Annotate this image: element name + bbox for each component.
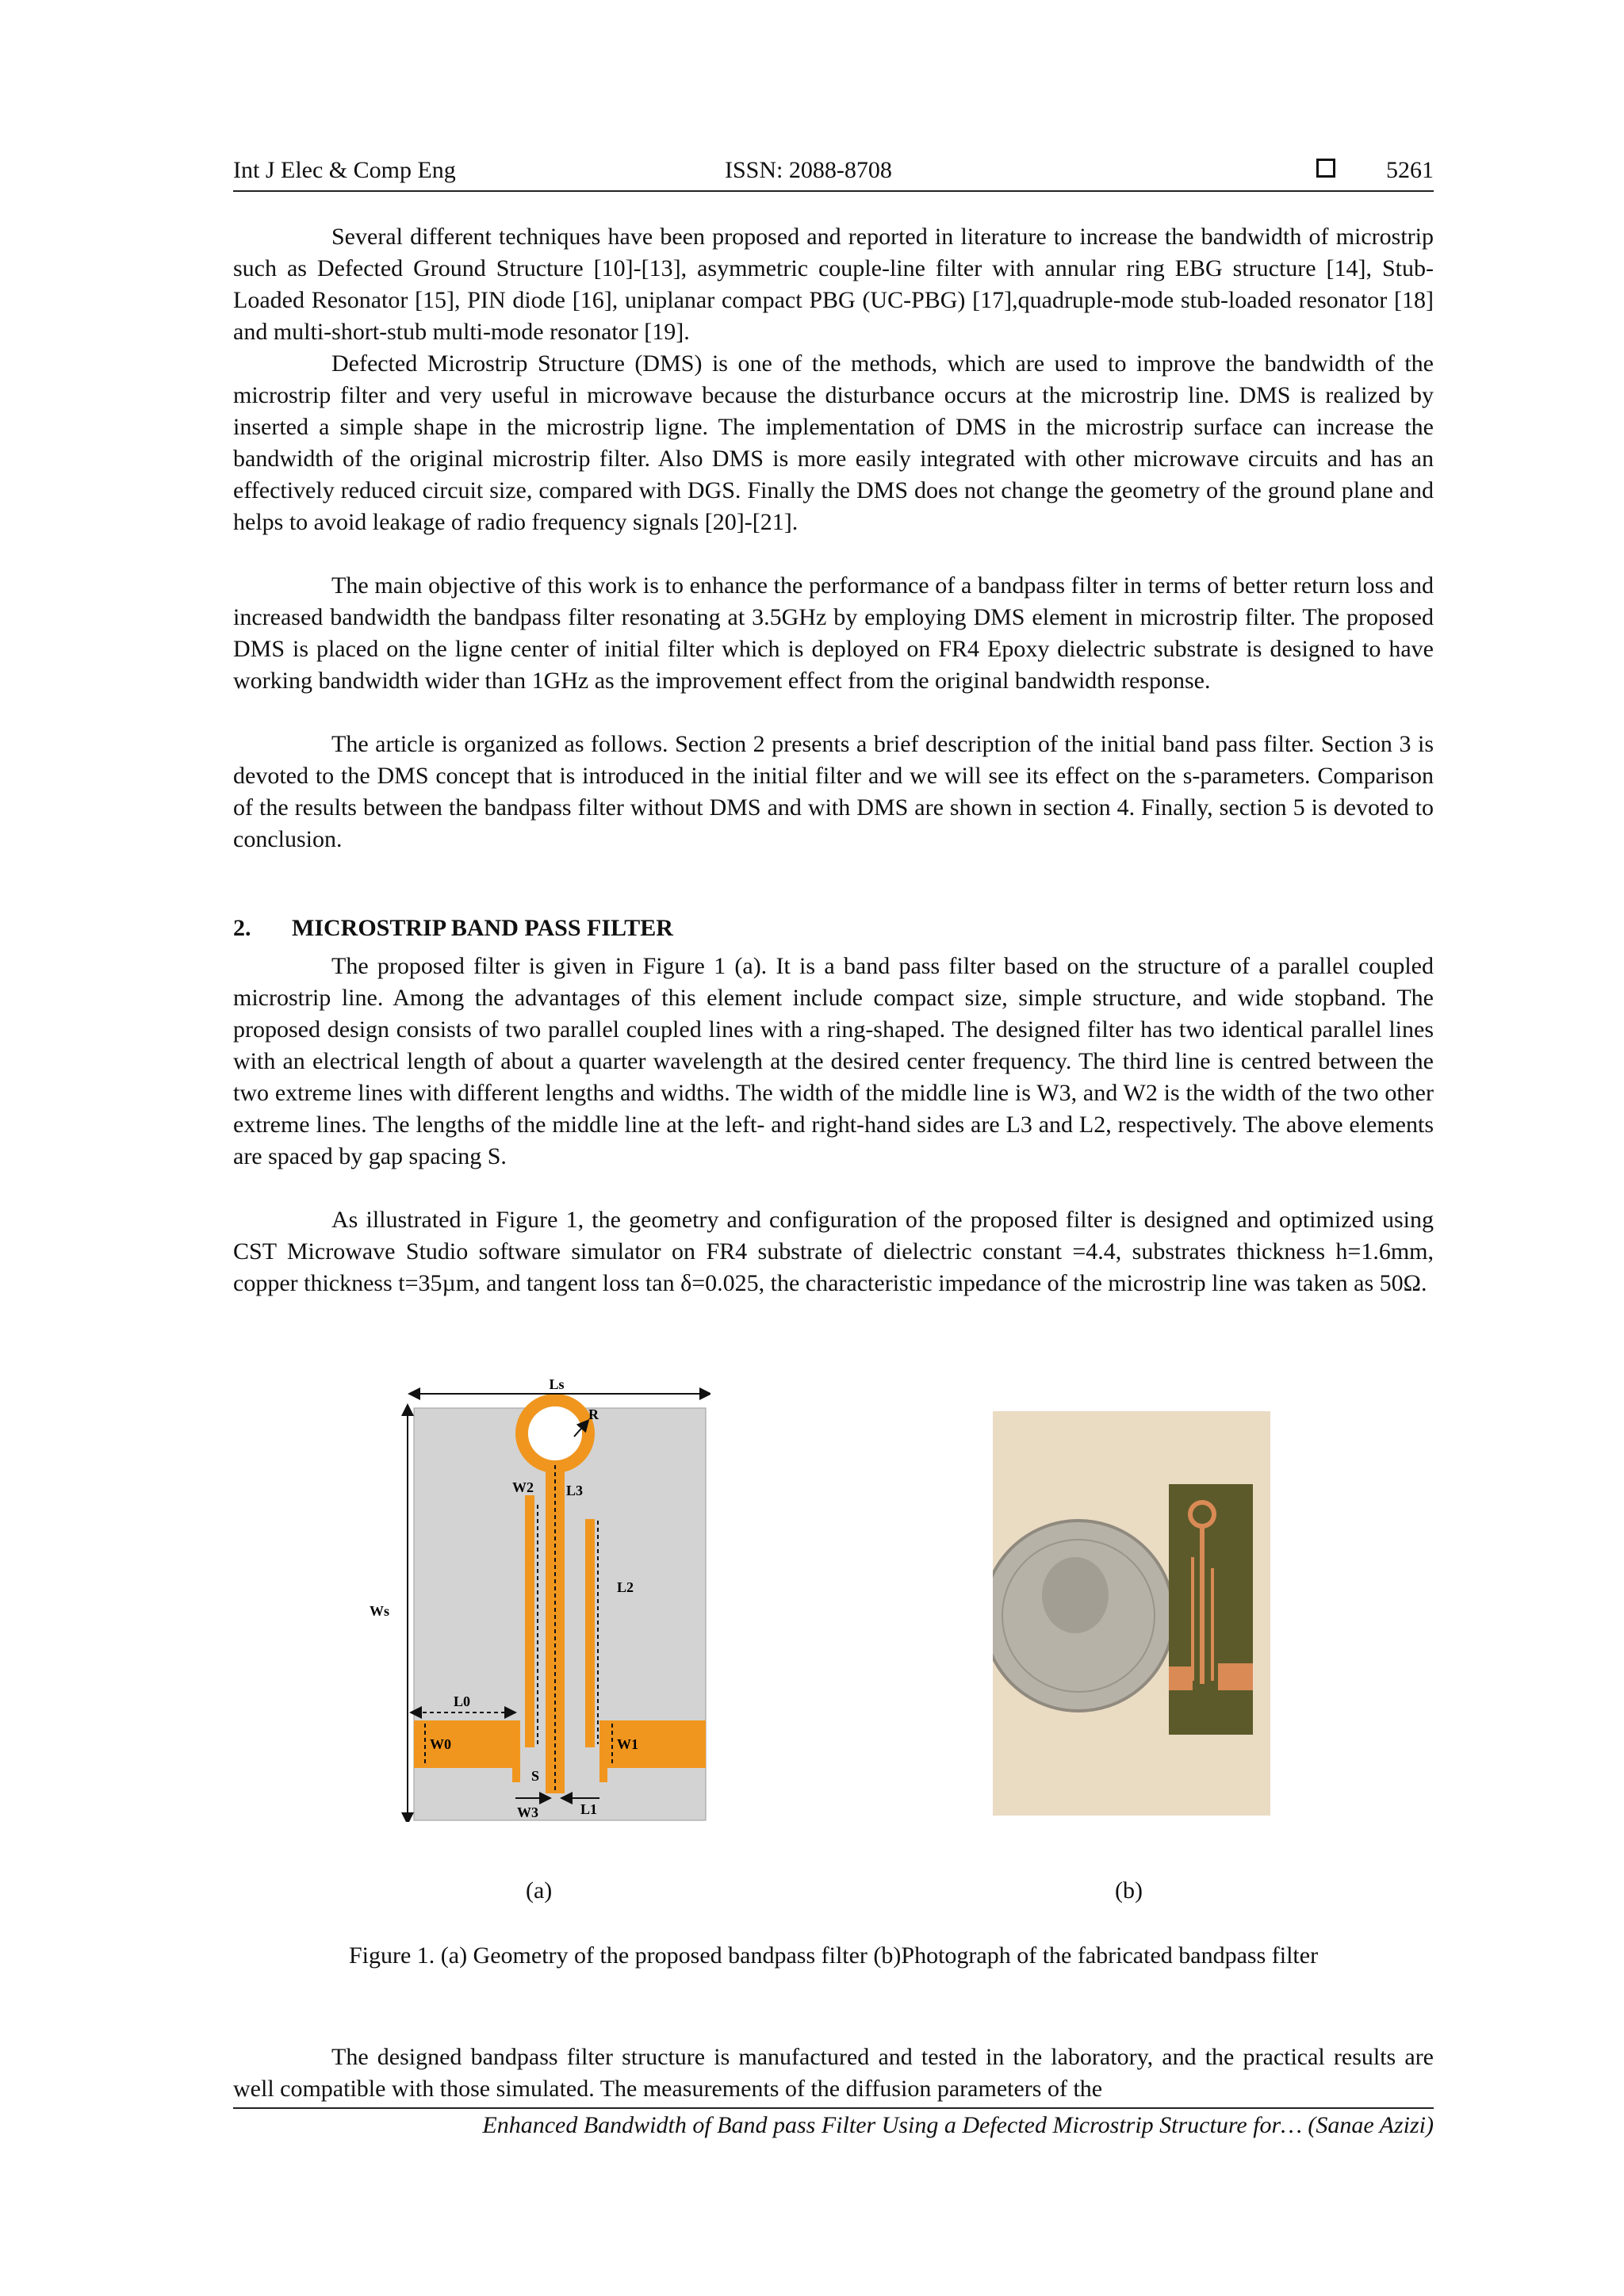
journal-name: Int J Elec & Comp Eng (233, 157, 456, 183)
label-l2: L2 (617, 1579, 634, 1595)
label-w0: W0 (430, 1736, 451, 1752)
label-w3: W3 (517, 1804, 538, 1820)
filter-geometry-figure (362, 1378, 710, 1822)
label-l3: L3 (566, 1483, 584, 1498)
label-w2: W2 (512, 1479, 534, 1495)
square-bullet-icon (1316, 159, 1335, 178)
paragraph-filter-description: The proposed filter is given in Figure 1 (a). It is a band pass filter based on the structure of a parallel coupled microstrip line. Among the advantages of this element include compact size, simple structure, and wide stopband. The proposed design consists of two parallel coupled lines with a ring-shaped. The designed filter has two identical parallel lines with an electrical length of about a quarter wavelength at the desired center frequency. The third line is centred between the two extreme lines with different lengths and widths. The width of the middle line is W3, and W2 is the width of the two other extreme lines. The lengths of the middle line at the left- and right-hand sides are L3 and L2, respectively. The above elements are spaced by gap spacing S. (233, 953, 1434, 1169)
fabricated-filter-photo (993, 1411, 1270, 1816)
running-footer: Enhanced Bandwidth of Band pass Filter Using a Defected Microstrip Structure for… (Sanae Azizi) (233, 2107, 1434, 2139)
label-l1: L1 (580, 1801, 598, 1817)
issn: ISSN: 2088-8708 (725, 157, 892, 183)
label-l0: L0 (454, 1693, 471, 1709)
feed-line-left (414, 1720, 512, 1768)
section-title: MICROSTRIP BAND PASS FILTER (292, 915, 673, 941)
label-ls: Ls (549, 1378, 565, 1392)
paragraph-design-parameters: As illustrated in Figure 1, the geometry and configuration of the proposed filter is designed and optimized using CST Microwave Studio software simulator on FR4 substrate of dielectric constant =4.4, substrates thickness h=1.6mm, copper thickness t=35µm, and tangent loss tan δ=0.025, the characteristic impedance of the microstrip line was taken as 50Ω. (233, 1207, 1434, 1296)
paragraph-techniques: Several different techniques have been proposed and reported in literature to increase the bandwidth of microstrip such as Defected Ground Structure [10]-[13], asymmetric couple-line filter with annular ring EBG structure [14], Stub-Loaded Resonator [15], PIN diode [16], uniplanar compact PBG (UC-PBG) [17],quadruple-mode stub-loaded resonator [18] and multi-short-stub multi-mode resonator [19]. (233, 224, 1434, 345)
section-number: 2. (233, 915, 251, 941)
section-heading (233, 915, 673, 942)
label-ws: Ws (370, 1603, 390, 1619)
paragraph-organization: The article is organized as follows. Section 2 presents a brief description of the initial band pass filter. Section 3 is devoted to the DMS concept that is introduced in the initial filter and we will see its effect on the s-parameters. Comparison of the results between the bandpass filter without DMS and with DMS are shown in section 4. Finally, section 5 is devoted to conclusion. (233, 731, 1434, 852)
subfigure-label-a: (a) (526, 1877, 553, 1904)
running-header (233, 155, 1434, 192)
figure-caption: Figure 1. (a) Geometry of the proposed bandpass filter (b)Photograph of the fabricated bandpass filter (348, 1942, 1319, 1969)
page-number: 5261 (1386, 157, 1434, 183)
paragraph-objective: The main objective of this work is to enhance the performance of a bandpass filter in terms of better return loss and increased bandwidth the bandpass filter resonating at 3.5GHz by employing DMS element in microstrip filter. The proposed DMS is placed on the ligne center of initial filter which is deployed on FR4 Epoxy dielectric substrate is designed to have working bandwidth wider than 1GHz as the improvement effect from the original bandwidth response. (233, 572, 1434, 694)
subfigure-label-b: (b) (1115, 1877, 1143, 1904)
stub-left-bottom (512, 1720, 520, 1782)
label-r: R (588, 1406, 599, 1422)
label-s: S (531, 1768, 540, 1784)
paragraph-dms: Defected Microstrip Structure (DMS) is one of the methods, which are used to improve the bandwidth of the microstrip filter and very useful in microwave because the disturbance occurs at the microstrip line. DMS is realized by inserted a simple shape in the microstrip ligne. The implementation of DMS in the microstrip surface can increase the bandwidth of the original microstrip filter. Also DMS is more easily integrated with other microwave circuits and has an effectively reduced circuit size, compared with DGS. Finally the DMS does not change the geometry of the ground plane and helps to avoid leakage of radio frequency signals [20]-[21]. (233, 350, 1434, 535)
paragraph-fabrication: The designed bandpass filter structure is manufactured and tested in the laboratory, and the practical results are well compatible with those simulated. The measurements of the diffusion parameters of the (233, 2044, 1434, 2102)
stub-right-bottom (599, 1720, 607, 1782)
label-w1: W1 (617, 1736, 638, 1752)
extreme-line-left (525, 1495, 534, 1747)
extreme-line-right (585, 1519, 595, 1747)
